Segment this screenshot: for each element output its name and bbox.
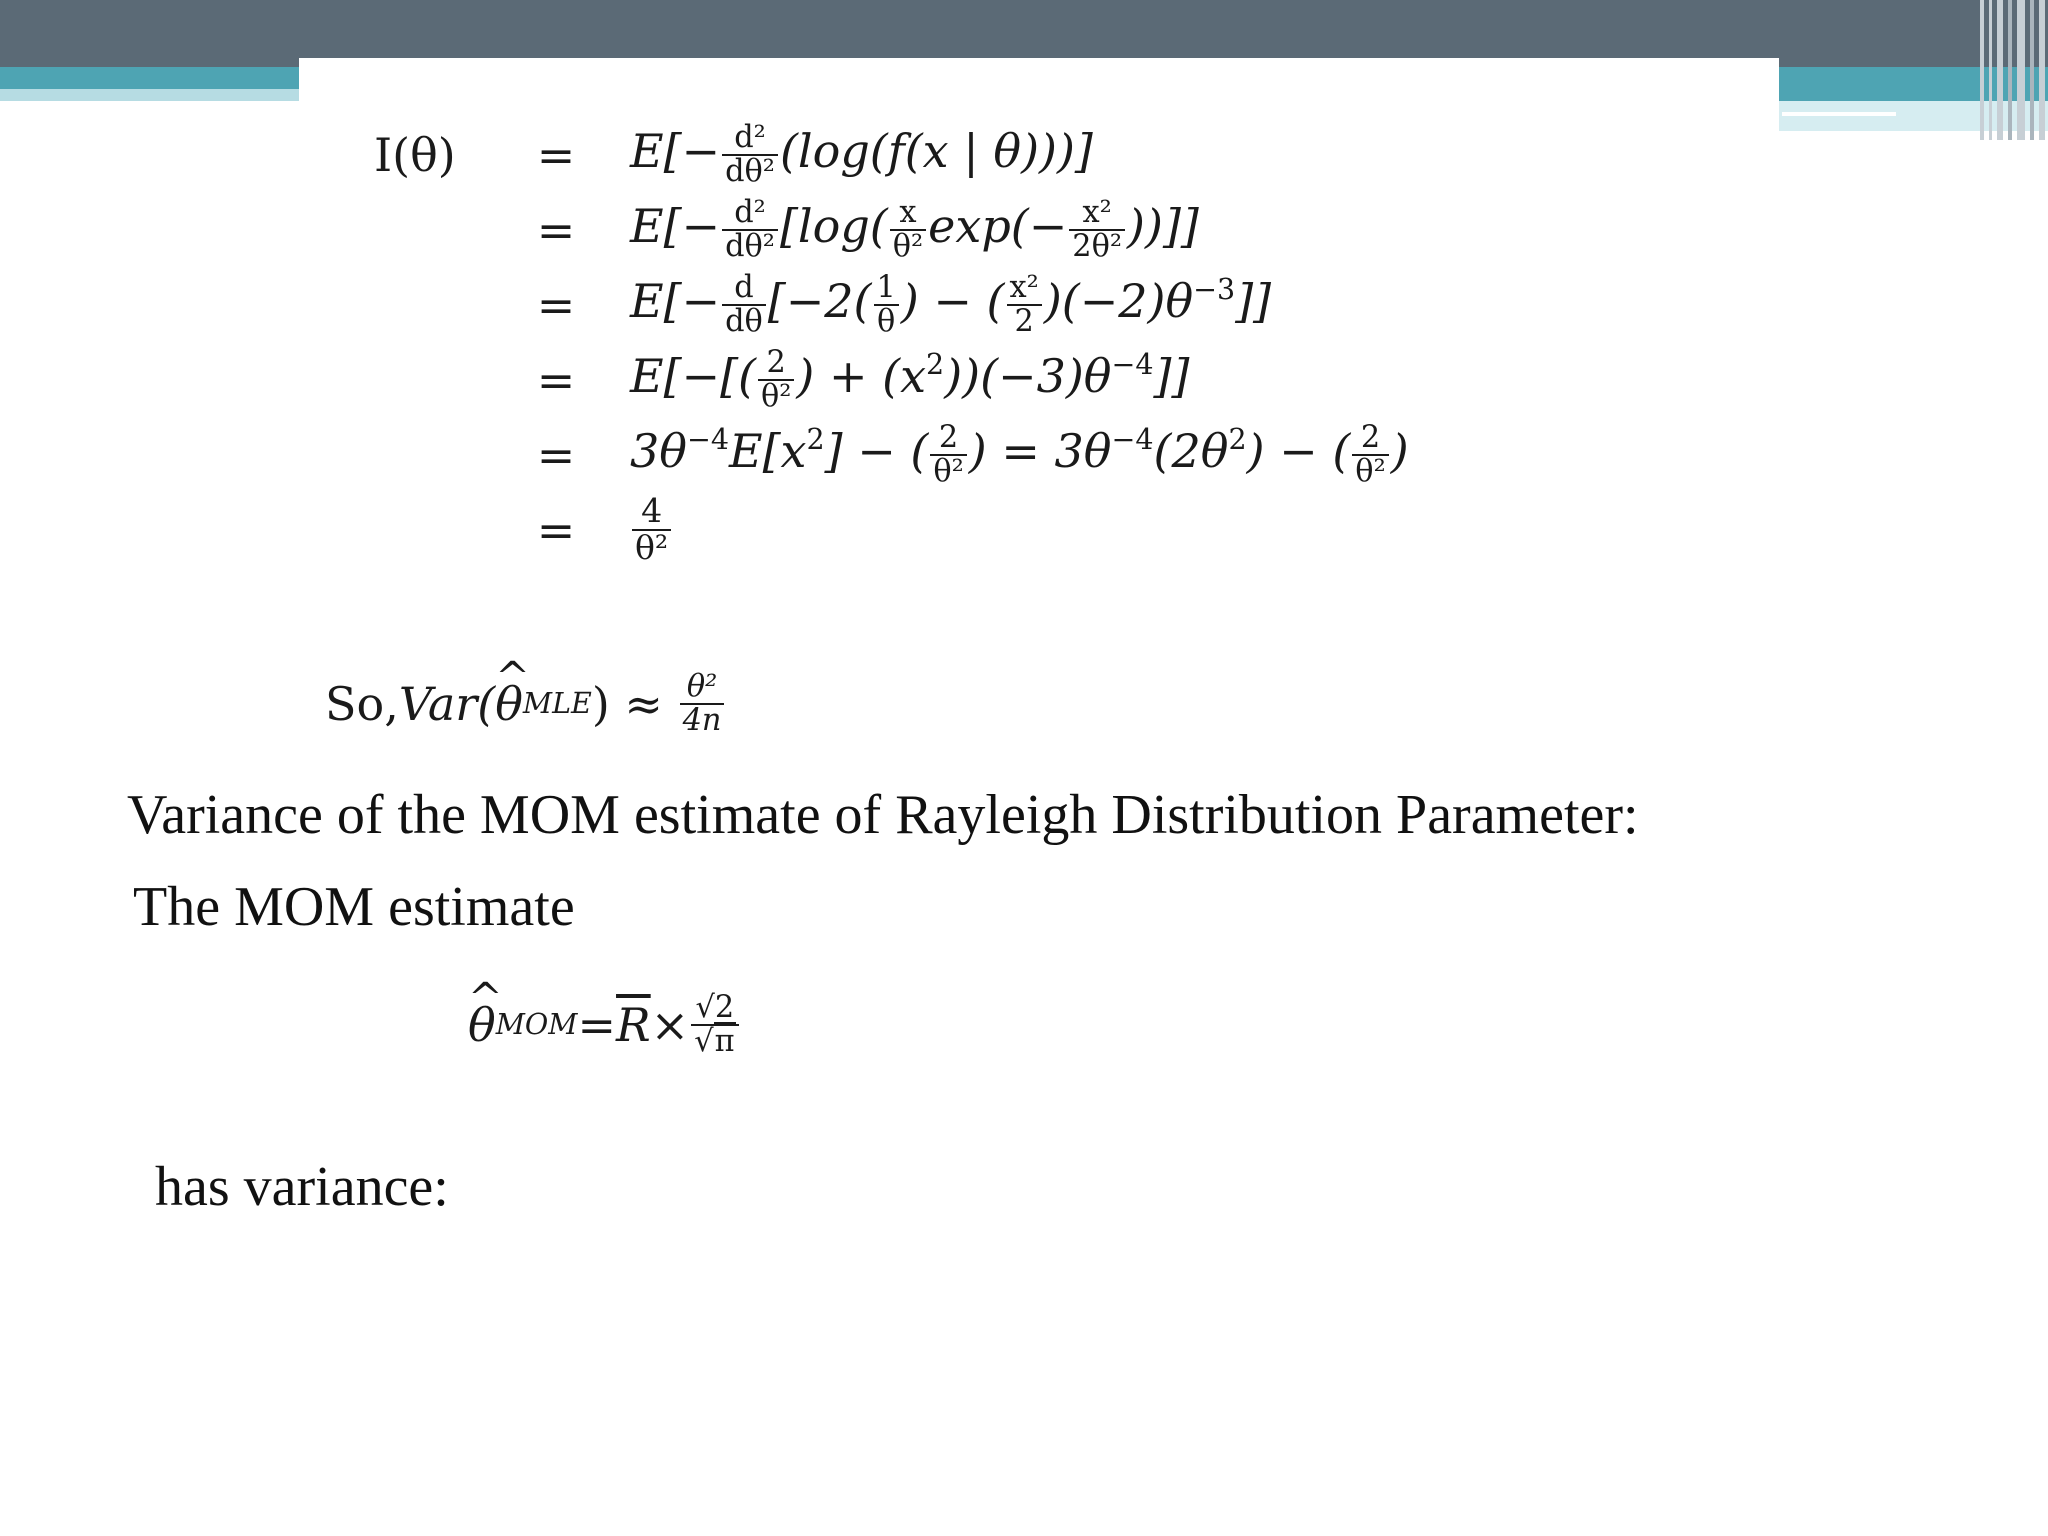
accent-band-left	[0, 67, 299, 89]
accent-band-left-light	[0, 89, 299, 101]
mom-estimate-formula: ^ θ MOM = $\overline{R}$ × $\frac{√2}{√\pi}$	[468, 980, 741, 1070]
mom-intro-text: The MOM estimate	[133, 876, 575, 938]
decorative-stripes	[1980, 0, 2048, 140]
accent-line-right	[1782, 112, 1896, 116]
section-heading: Variance of the MOM estimate of Rayleigh Distribution Parameter:	[127, 784, 1639, 846]
slide-top-bar	[0, 0, 2048, 67]
has-variance-text: has variance:	[155, 1156, 449, 1218]
lhs-fisher-information: I(θ)	[374, 128, 456, 182]
mle-variance-result: So, Var( ^ θ MLE ) ≈ $\frac{\text{θ²}}{4n}$	[325, 665, 726, 743]
